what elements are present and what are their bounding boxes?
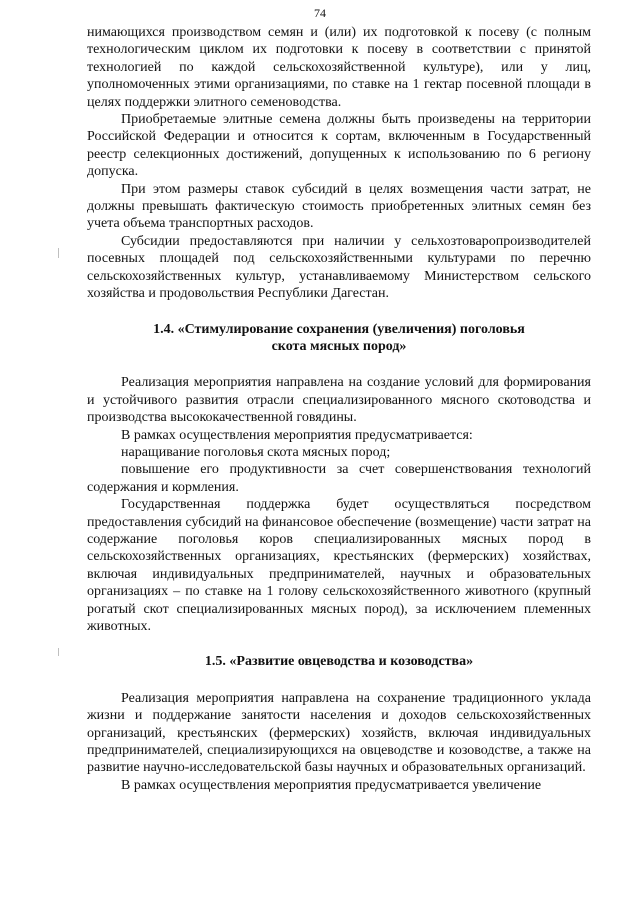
page-number: 74: [314, 6, 326, 20]
paragraph: В рамках осуществления мероприятия предусматривается:: [121, 427, 473, 443]
paragraph: Реализация мероприятия направлена на сохранение традиционного уклада жизни и поддержание занятости населения и доходов сельскохозяйственных организаций, крестьянских (фермерских) хозяйств, включая индивидуальных предпринимателей, специализирующихся на овцеводстве и козоводстве, а также на развитие научно-исследовательской базы научных и образовательных организаций.: [87, 690, 591, 776]
list-item: повышение его продуктивности за счет совершенствования технологий содержания и кормления.: [87, 462, 591, 495]
paragraph: Реализация мероприятия направлена на создание условий для формирования и устойчивого развития отрасли специализированного мясного скотоводства и производства высококачественной говядины.: [87, 375, 591, 426]
margin-mark: [58, 648, 59, 656]
list-item: наращивание поголовья скота мясных пород;: [121, 444, 391, 460]
paragraph: При этом размеры ставок субсидий в целях возмещения части затрат, не должны превышать фактическую стоимость приобретенных элитных семян без учета объема транспортных расходов.: [87, 181, 591, 232]
section-heading-1-4: [87, 321, 591, 356]
document-body: [87, 24, 591, 794]
section-heading-1-5: 1.5. «Развитие овцеводства и козоводства»: [204, 654, 474, 670]
paragraph: нимающихся производством семян и (или) их подготовкой к посеву (с полным технологическим циклом их подготовки к посеву в соответствии с принятой технологией по каждой сельскохозяйственной культуре), или у лиц, уполномоченных этими организациями, по ставке на 1 гектар посевной площади в целях поддержки элитного семеноводства.: [87, 25, 591, 110]
paragraph: Приобретаемые элитные семена должны быть произведены на территории Российской Федерации и относится к сортам, включенным в Государственный реестр селекционных достижений, допущенных к использованию по 6 региону допуска.: [87, 112, 591, 180]
paragraph: Субсидии предоставляются при наличии у сельхозтоваропроизводителей посевных площадей под сельскохозяйственными культурами по перечню сельскохозяйственных культур, устанавливаемому Министерством сельского хозяйства и продовольствия Республики Дагестан.: [87, 233, 591, 302]
section-heading-line: 1.4. «Стимулирование сохранения (увеличения) поголовья: [153, 321, 525, 337]
paragraph: Государственная поддержка будет осуществляться посредством предоставления субсидий на финансовое обеспечение (возмещение) части затрат на содержание поголовья коров специализированных мясных пород в сельскохозяйственных организациях, крестьянских (фермерских) хозяйствах, включая индивидуальных предпринимателей, научных и образовательных организациях – по ставке на 1 голову сельскохозяйственного животного (крупный рогатый скот специализированных мясных пород), за исключением племенных животных.: [87, 497, 591, 634]
margin-mark: [58, 248, 59, 258]
paragraph: В рамках осуществления мероприятия предусматривается увеличение: [121, 777, 542, 793]
section-heading-line: скота мясных пород»: [271, 338, 407, 354]
